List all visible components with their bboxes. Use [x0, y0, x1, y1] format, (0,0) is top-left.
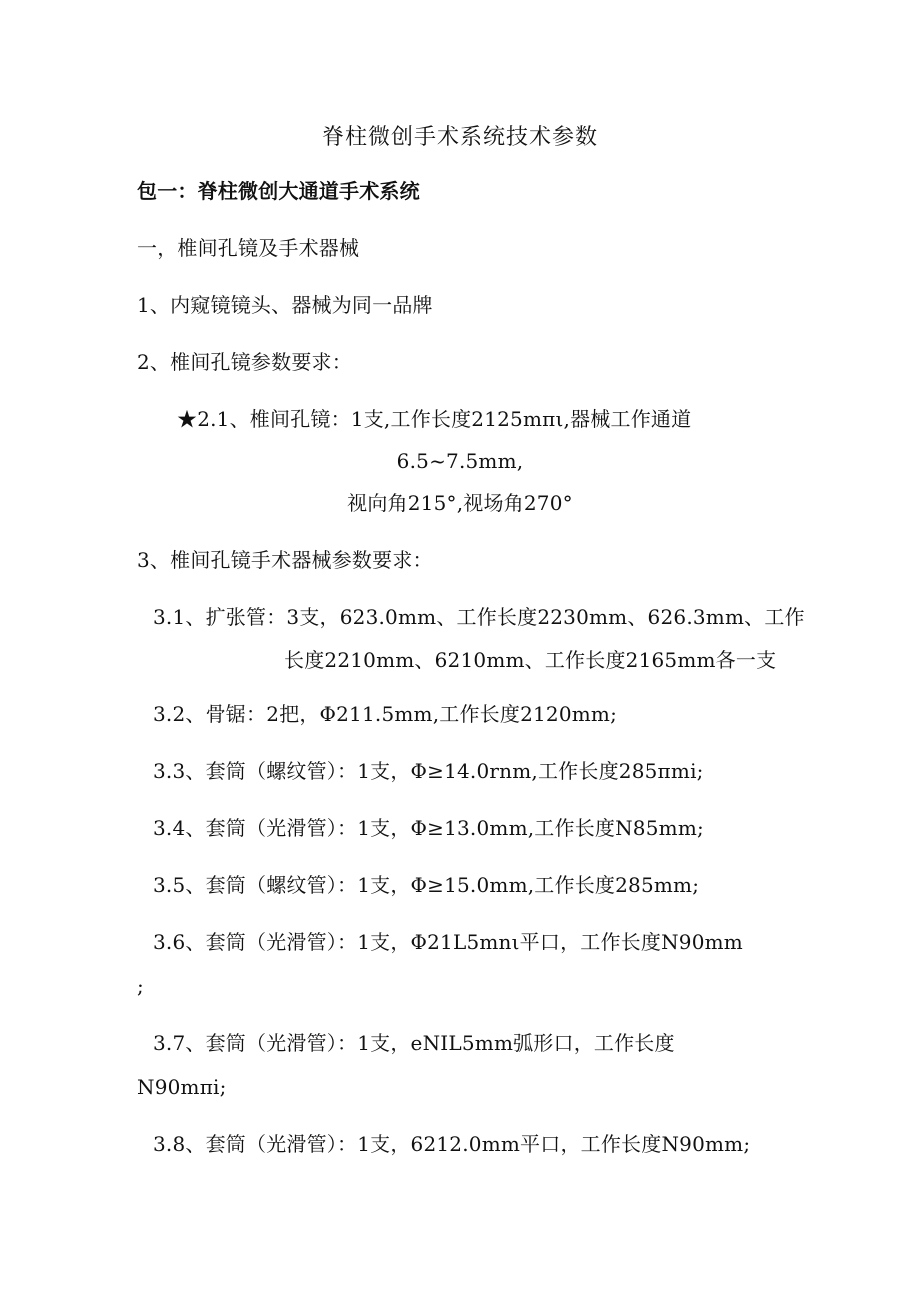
list-item-continuation: N90mπi;: [137, 1075, 227, 1099]
list-item-continuation: 长度2210mm、6210mm、工作长度2165mm各一支: [284, 648, 777, 672]
list-item: 3.4、套筒（光滑管）：1支，Φ≥13.0mm,工作长度N85mm;: [153, 816, 704, 840]
list-item: 3.5、套筒（螺纹管）：1支，Φ≥15.0mm,工作长度285mm;: [153, 873, 700, 897]
page-title: 脊柱微创手术系统技术参数: [321, 125, 598, 150]
section-heading: 一，椎间孔镜及手术器械: [137, 236, 360, 260]
list-item-continuation: ;: [137, 974, 144, 998]
package-heading: 包一：脊柱微创大通道手术系统: [137, 179, 420, 203]
list-item: 3.8、套筒（光滑管）：1支，6212.0mm平口，工作长度N90mm;: [153, 1132, 751, 1156]
list-item-continuation: 6.5~7.5mm,: [396, 449, 524, 473]
list-item-continuation: 视向角215°,视场角270°: [347, 491, 573, 515]
list-item: 3.2、骨锯：2把，Φ211.5mm,工作长度2120mm;: [153, 702, 618, 726]
list-item: 3、椎间孔镜手术器械参数要求：: [137, 548, 433, 572]
list-item: 3.7、套筒（光滑管）：1支，eNIL5mm弧形口，工作长度: [153, 1031, 675, 1055]
list-item: 1、内窥镜镜头、器械为同一品牌: [137, 293, 433, 317]
list-item: 3.6、套筒（光滑管）：1支，Φ21L5mnι平口，工作长度N90mm: [153, 930, 743, 954]
list-item: ★2.1、椎间孔镜：1支,工作长度2125mπι,器械工作通道: [177, 407, 692, 431]
list-item: 3.3、套筒（螺纹管）：1支，Φ≥14.0rnm,工作长度285πmi;: [153, 759, 704, 783]
list-item: 2、椎间孔镜参数要求：: [137, 350, 352, 374]
list-item: 3.1、扩张管：3支，623.0mm、工作长度2230mm、626.3mm、工作: [153, 605, 805, 629]
